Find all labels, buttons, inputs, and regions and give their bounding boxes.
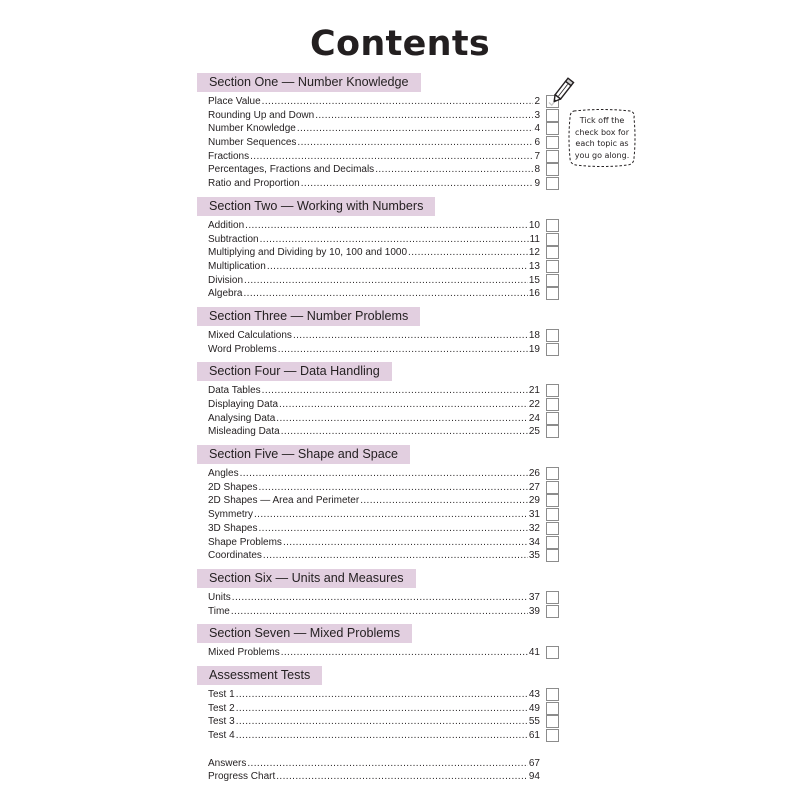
toc-entry-page: 18 <box>528 329 540 341</box>
toc-entry-title: Angles <box>208 468 239 480</box>
dot-leader <box>301 177 534 191</box>
toc-entry-title: Test 1 <box>208 688 235 700</box>
toc-entry-page: 55 <box>528 716 540 728</box>
dot-leader <box>276 770 528 784</box>
toc-entry <box>197 702 569 716</box>
toc-entry <box>197 233 569 247</box>
toc-entry-title: Word Problems <box>208 343 277 355</box>
tick-instruction-note <box>568 108 636 168</box>
toc-entry-title: Analysing Data <box>208 412 276 424</box>
toc-entry-page: 15 <box>528 274 540 286</box>
toc-entry-page: 49 <box>528 702 540 714</box>
toc-entry-page: 27 <box>528 481 540 493</box>
pencil-icon <box>549 74 579 104</box>
toc-entry-page: 22 <box>528 399 540 410</box>
toc-entry-line <box>208 467 540 481</box>
dot-leader <box>267 260 528 274</box>
section-heading: Section Two — Working with Numbers <box>197 197 435 216</box>
toc-entry-line <box>208 412 540 426</box>
dot-leader <box>276 412 528 426</box>
topic-checkbox[interactable] <box>546 494 559 507</box>
toc-entry-line <box>208 522 540 536</box>
list-spacer <box>197 743 569 757</box>
dot-leader <box>293 329 528 343</box>
dot-leader <box>279 398 528 412</box>
toc-section <box>197 307 569 356</box>
dot-leader <box>281 425 528 439</box>
dot-leader <box>360 494 528 508</box>
toc-entry-page: 35 <box>528 550 540 562</box>
topic-checkbox[interactable] <box>546 287 559 300</box>
toc-entry-line <box>208 177 540 191</box>
topic-checkbox[interactable] <box>546 591 559 604</box>
toc-entry-line <box>208 494 540 508</box>
toc-entry-title: Multiplication <box>208 260 266 272</box>
toc-entry-line <box>208 384 540 398</box>
toc-entry <box>197 260 569 274</box>
toc-entry-page: 4 <box>534 123 540 135</box>
topic-checkbox[interactable] <box>546 163 559 176</box>
toc-entry <box>197 343 569 357</box>
dot-leader <box>236 702 528 716</box>
toc-entry-line <box>208 508 540 522</box>
toc-entry-line <box>208 287 540 301</box>
toc-entry <box>197 425 569 439</box>
topic-checkbox[interactable] <box>546 715 559 728</box>
dot-leader <box>375 163 533 177</box>
dot-leader <box>315 109 533 123</box>
toc-entry-page: 39 <box>528 605 540 617</box>
toc-entry-title: Number Knowledge <box>208 123 296 135</box>
toc-entry <box>197 591 569 605</box>
topic-checkbox[interactable] <box>546 398 559 411</box>
toc-section <box>197 624 569 660</box>
toc-entry-page: 13 <box>528 260 540 272</box>
topic-checkbox[interactable] <box>546 549 559 562</box>
toc-entry <box>197 219 569 233</box>
toc-entry-title: Multiplying and Dividing by 10, 100 and 1000 <box>208 247 408 259</box>
dot-leader <box>281 646 528 660</box>
topic-checkbox[interactable] <box>546 702 559 715</box>
toc-entry-title: Displaying Data <box>208 399 279 410</box>
section-heading: Section Five — Shape and Space <box>197 445 410 464</box>
page-title: Contents <box>310 24 490 64</box>
toc-entry-title: Number Sequences <box>208 137 297 149</box>
toc-entry-line <box>208 343 540 357</box>
toc-entry <box>197 274 569 288</box>
toc-entry-page: 8 <box>534 164 540 176</box>
dot-leader <box>244 274 528 288</box>
toc-entry-page: 12 <box>528 247 540 259</box>
toc-entry <box>197 150 569 164</box>
tick-instruction-text: Tick off the check box for each topic as you go along. <box>574 116 630 160</box>
toc-entry <box>197 757 569 771</box>
dot-leader <box>258 481 527 495</box>
topic-checkbox[interactable] <box>546 136 559 149</box>
toc-entry-line <box>208 150 540 164</box>
toc-entry-page: 29 <box>528 495 540 507</box>
topic-checkbox[interactable] <box>546 536 559 549</box>
toc-entry-line <box>208 702 540 716</box>
toc-entry-title: Mixed Calculations <box>208 329 292 341</box>
toc-section <box>197 666 569 784</box>
toc-entry-line <box>208 481 540 495</box>
toc-entry <box>197 177 569 191</box>
toc-entry-page: 32 <box>528 522 540 534</box>
toc-entry-line <box>208 688 540 702</box>
toc-section <box>197 197 569 301</box>
toc-entry-page: 94 <box>528 771 540 783</box>
dot-leader <box>297 136 533 150</box>
topic-checkbox[interactable] <box>546 109 559 122</box>
dot-leader <box>250 150 533 164</box>
toc-entry-title: Algebra <box>208 288 243 300</box>
toc-entry-title: Symmetry <box>208 509 253 521</box>
toc-entry-page: 37 <box>528 591 540 603</box>
toc-entry-line <box>208 233 540 247</box>
toc-entry-line <box>208 425 540 439</box>
toc-entry-title: 3D Shapes <box>208 522 258 534</box>
toc-entry-title: 2D Shapes — Area and Perimeter <box>208 495 360 507</box>
toc-entry-line <box>208 605 540 619</box>
section-heading: Assessment Tests <box>197 666 322 685</box>
toc-entry-title: Progress Chart <box>208 771 276 783</box>
dot-leader <box>260 233 529 247</box>
dot-leader <box>262 384 528 398</box>
toc-entry-line <box>208 260 540 274</box>
toc-entry <box>197 398 569 412</box>
toc-entry <box>197 536 569 550</box>
topic-checkbox[interactable] <box>546 329 559 342</box>
dot-leader <box>278 343 528 357</box>
toc-entry-page: 9 <box>534 178 540 190</box>
topic-checkbox[interactable] <box>546 177 559 190</box>
toc-entry-title: Time <box>208 605 230 617</box>
topic-checkbox[interactable] <box>546 384 559 397</box>
toc-entry-line <box>208 109 540 123</box>
toc-entry-page: 25 <box>528 426 540 438</box>
topic-checkbox[interactable] <box>546 508 559 521</box>
toc-entry-title: Mixed Problems <box>208 647 280 659</box>
topic-checkbox[interactable] <box>546 425 559 438</box>
toc-entry <box>197 481 569 495</box>
topic-checkbox[interactable] <box>546 122 559 135</box>
section-heading: Section One — Number Knowledge <box>197 73 421 92</box>
toc-entry <box>197 246 569 260</box>
dot-leader <box>236 715 528 729</box>
toc-entry-title: Percentages, Fractions and Decimals <box>208 164 375 176</box>
dot-leader <box>408 246 528 260</box>
toc-entry-line <box>208 757 540 771</box>
toc-entry-line <box>208 398 540 412</box>
dot-leader <box>245 219 528 233</box>
toc-entry-title: 2D Shapes <box>208 481 258 493</box>
toc-entry-line <box>208 136 540 150</box>
section-heading: Section Four — Data Handling <box>197 362 392 381</box>
toc-entry-page: 2 <box>534 96 540 107</box>
toc-entry-page: 16 <box>528 288 540 300</box>
toc-entry-title: Test 4 <box>208 730 235 741</box>
toc-entry-page: 31 <box>528 509 540 521</box>
topic-checkbox[interactable] <box>546 233 559 246</box>
toc-entry-line <box>208 770 540 784</box>
toc-entry-line <box>208 329 540 343</box>
toc-entry <box>197 136 569 150</box>
toc-entry-title: Shape Problems <box>208 536 282 548</box>
dot-leader <box>236 688 528 702</box>
toc-entry <box>197 715 569 729</box>
topic-checkbox[interactable] <box>546 605 559 618</box>
toc-entry <box>197 646 569 660</box>
toc-entry-line <box>208 715 540 729</box>
toc-entry-title: Misleading Data <box>208 426 280 438</box>
topic-checkbox[interactable] <box>546 467 559 480</box>
dot-leader <box>262 95 534 109</box>
topic-checkbox[interactable] <box>546 274 559 287</box>
dot-leader <box>231 605 528 619</box>
toc-entry-page: 43 <box>528 688 540 700</box>
toc-entry <box>197 412 569 426</box>
toc-entry-page: 3 <box>534 109 540 121</box>
toc-entry <box>197 522 569 536</box>
toc-entry <box>197 467 569 481</box>
toc-entry <box>197 109 569 123</box>
toc-entry <box>197 329 569 343</box>
topic-checkbox[interactable] <box>546 688 559 701</box>
toc-section <box>197 73 569 191</box>
toc-entry-line <box>208 219 540 233</box>
toc-entry-title: Subtraction <box>208 233 259 245</box>
toc-entry-title: Rounding Up and Down <box>208 109 315 121</box>
toc-entry-page: 7 <box>534 150 540 162</box>
toc-entry-title: Data Tables <box>208 385 261 397</box>
toc-entry-page: 6 <box>534 137 540 149</box>
topic-checkbox[interactable] <box>546 412 559 425</box>
toc-entry <box>197 605 569 619</box>
toc-entry-page: 10 <box>528 219 540 231</box>
section-heading: Section Three — Number Problems <box>197 307 420 326</box>
dot-leader <box>247 757 528 771</box>
toc-entry-page: 11 <box>529 233 540 245</box>
toc-section <box>197 569 569 618</box>
topic-checkbox[interactable] <box>546 246 559 259</box>
topic-checkbox[interactable] <box>546 219 559 232</box>
dot-leader <box>236 729 528 743</box>
toc-section <box>197 362 569 439</box>
toc-entry-page: 34 <box>528 536 540 548</box>
toc-entry <box>197 494 569 508</box>
toc-entry <box>197 508 569 522</box>
topic-checkbox[interactable] <box>546 150 559 163</box>
dot-leader <box>258 522 527 536</box>
toc-entry <box>197 770 569 784</box>
toc-entry-line <box>208 274 540 288</box>
toc-entry-line <box>208 646 540 660</box>
table-of-contents <box>197 73 569 784</box>
toc-entry <box>197 688 569 702</box>
toc-entry-page: 19 <box>528 343 540 355</box>
toc-entry-title: Place Value <box>208 96 261 107</box>
toc-entry <box>197 122 569 136</box>
toc-entry-page: 21 <box>528 385 540 397</box>
topic-checkbox[interactable] <box>546 522 559 535</box>
toc-entry-page: 41 <box>528 647 540 659</box>
toc-entry <box>197 729 569 743</box>
toc-entry <box>197 384 569 398</box>
toc-entry-line <box>208 729 540 743</box>
toc-entry-title: Division <box>208 274 244 286</box>
section-heading: Section Seven — Mixed Problems <box>197 624 412 643</box>
dot-leader <box>263 549 528 563</box>
toc-entry-line <box>208 163 540 177</box>
toc-entry-line <box>208 122 540 136</box>
toc-entry-title: Test 3 <box>208 716 235 728</box>
dot-leader <box>283 536 528 550</box>
toc-entry-line <box>208 549 540 563</box>
dot-leader <box>243 287 527 301</box>
toc-entry-line <box>208 536 540 550</box>
toc-entry <box>197 287 569 301</box>
topic-checkbox[interactable] <box>546 481 559 494</box>
dot-leader <box>240 467 528 481</box>
toc-entry-title: Units <box>208 591 231 603</box>
dot-leader <box>232 591 528 605</box>
toc-section <box>197 445 569 563</box>
toc-entry-page: 26 <box>528 468 540 480</box>
topic-checkbox[interactable] <box>546 260 559 273</box>
dot-leader <box>254 508 528 522</box>
toc-entry-page: 24 <box>528 412 540 424</box>
toc-entry-title: Fractions <box>208 150 250 162</box>
toc-entry-page: 67 <box>528 757 540 769</box>
toc-entry-page: 61 <box>528 730 540 741</box>
toc-entry <box>197 95 569 109</box>
toc-entry-title: Answers <box>208 757 247 769</box>
topic-checkbox[interactable] <box>546 343 559 356</box>
toc-entry <box>197 549 569 563</box>
toc-entry-title: Addition <box>208 219 245 231</box>
dot-leader <box>297 122 534 136</box>
toc-entry-line <box>208 246 540 260</box>
topic-checkbox[interactable] <box>546 646 559 659</box>
toc-entry-title: Test 2 <box>208 702 235 714</box>
toc-entry <box>197 163 569 177</box>
toc-entry-line <box>208 591 540 605</box>
section-heading: Section Six — Units and Measures <box>197 569 416 588</box>
topic-checkbox[interactable] <box>546 729 559 742</box>
toc-entry-line <box>208 95 540 109</box>
toc-entry-title: Ratio and Proportion <box>208 178 300 190</box>
toc-entry-title: Coordinates <box>208 550 262 562</box>
